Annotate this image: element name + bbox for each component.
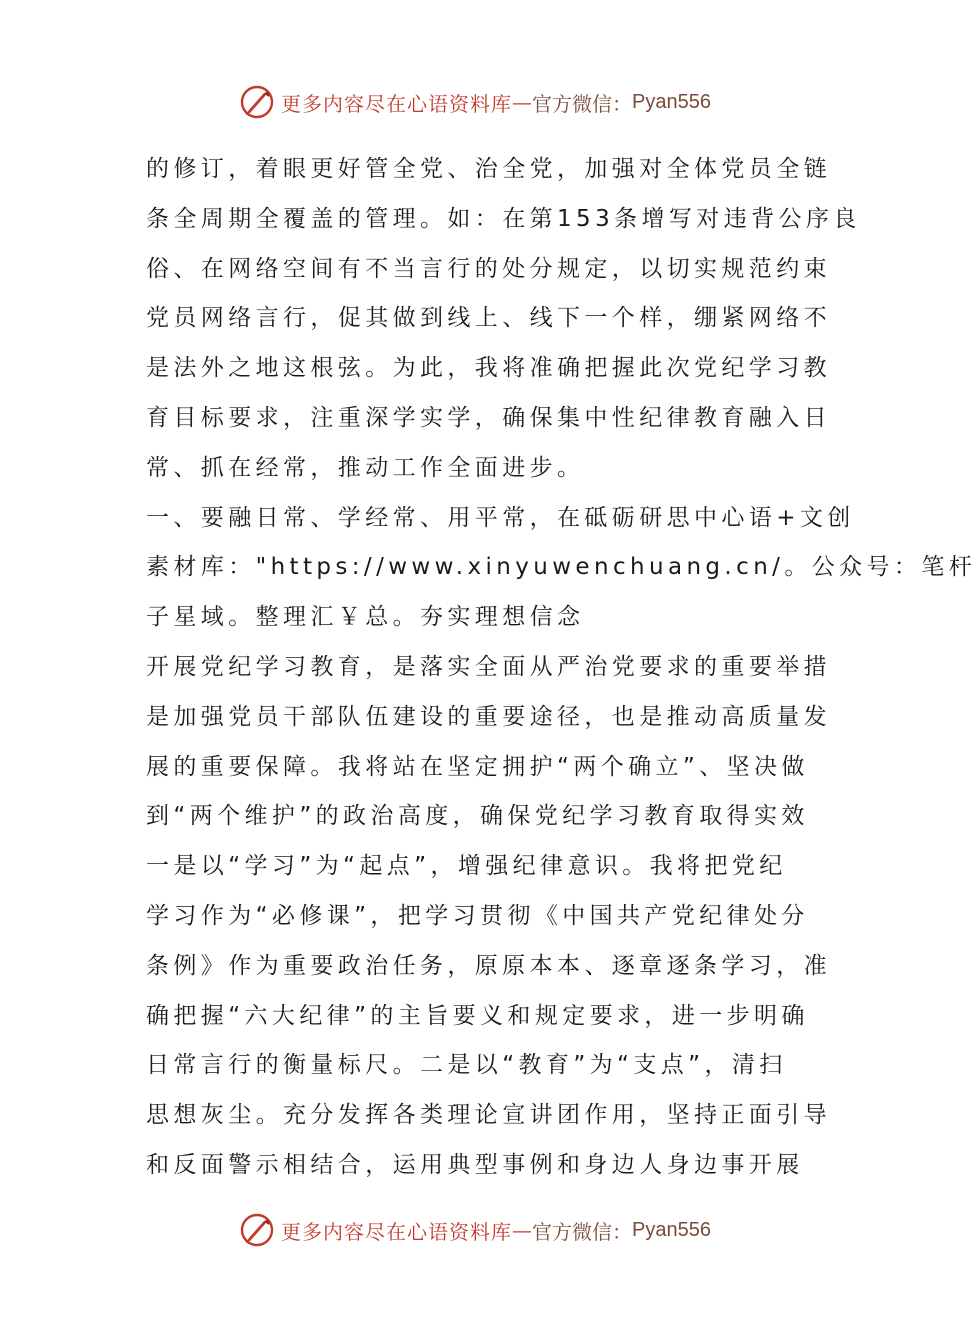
quill-pen-icon xyxy=(239,1212,275,1248)
text-line: 俗、在网络空间有不当言行的处分规定，以切实规范约束 xyxy=(146,255,831,282)
footer-wechat-label: 官方微信： xyxy=(532,1219,633,1244)
header-dash: — xyxy=(512,90,533,114)
text-line: 和反面警示相结合，运用典型事例和身边人身边事开展 xyxy=(146,1151,804,1178)
text-line: 的修订，着眼更好管全党、治全党，加强对全体党员全链 xyxy=(146,156,831,182)
text-line: 确把握“六大纪律”的主旨要义和规定要求，进一步明确 xyxy=(146,1002,809,1029)
text-line: 育目标要求，注重深学实学，确保集中性纪律教育融入日 xyxy=(146,404,831,431)
text-line: 党员网络言行，促其做到线上、线下一个样，绷紧网络不 xyxy=(146,305,831,332)
header-banner xyxy=(0,82,950,122)
footer-banner xyxy=(0,1210,950,1250)
text-line: 日常言行的衡量标尺。二是以“教育”为“支点”，清扫 xyxy=(146,1052,787,1079)
text-line: 条例》作为重要政治任务，原原本本、逐章逐条学习，准 xyxy=(146,952,831,979)
quill-pen-icon xyxy=(239,84,275,120)
text-line: 一是以“学习”为“起点”，增强纪律意识。我将把党纪 xyxy=(146,853,787,880)
text-line: 一、要融日常、学经常、用平常，在砥砺研思中心语+文创 xyxy=(146,504,855,531)
footer-slogan: 更多内容尽在心语资料库 xyxy=(281,1219,513,1244)
header-wechat-label: 官方微信： xyxy=(532,91,633,116)
text-line: 常、抓在经常，推动工作全面进步。 xyxy=(146,454,585,481)
text-line: 开展党纪学习教育，是落实全面从严治党要求的重要举措 xyxy=(146,653,831,680)
text-line: 学习作为“必修课”，把学习贯彻《中国共产党纪律处分 xyxy=(146,902,809,929)
text-line: 到“两个维护”的政治高度，确保党纪学习教育取得实效 xyxy=(146,803,809,830)
text-line: 思想灰尘。充分发挥各类理论宣讲团作用，坚持正面引导 xyxy=(146,1102,831,1129)
header-wechat-id: Pyan556 xyxy=(632,90,711,113)
text-line: 是法外之地这根弦。为此，我将准确把握此次党纪学习教 xyxy=(146,355,831,382)
text-line: 是加强党员干部队伍建设的重要途径，也是推动高质量发 xyxy=(146,703,831,730)
document-body xyxy=(146,145,976,1191)
text-line: 展的重要保障。我将站在坚定拥护“两个确立”、坚决做 xyxy=(146,753,809,780)
footer-wechat-id: Pyan556 xyxy=(632,1218,711,1241)
footer-dash: — xyxy=(512,1218,533,1242)
header-slogan: 更多内容尽在心语资料库 xyxy=(281,91,513,116)
text-line: 素材库："https://www.xinyuwenchuang.cn/。公众号：笔杆 xyxy=(146,554,976,581)
text-line: 条全周期全覆盖的管理。如：在第153条增写对违背公序良 xyxy=(146,205,861,232)
text-line: 子星域。整理汇￥总。夯实理想信念 xyxy=(146,604,585,631)
